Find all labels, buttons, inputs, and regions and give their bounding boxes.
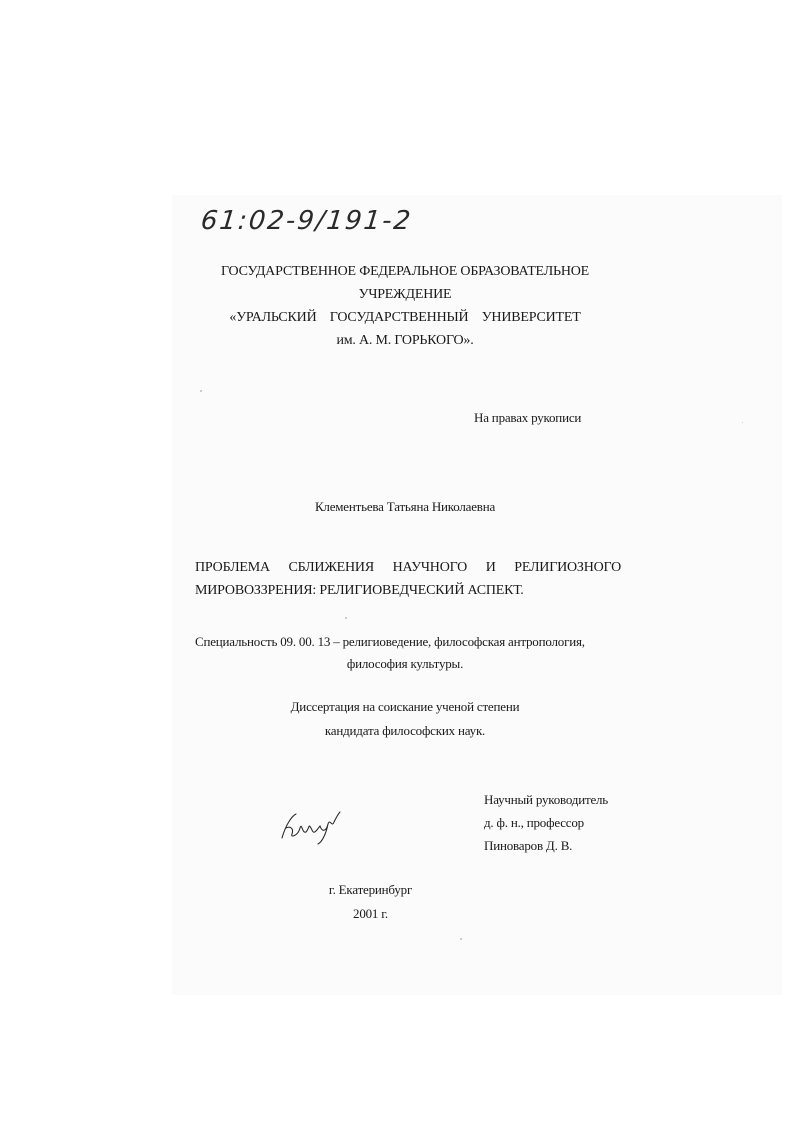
year: 2001 г. [353,906,388,921]
institution-line-1: ГОСУДАРСТВЕННОЕ ФЕДЕРАЛЬНОЕ ОБРАЗОВАТЕЛЬНОЕ [220,264,590,279]
specialty-line-1: Специальность 09. 00. 13 – религиоведение, философская антропология, [195,634,585,649]
author-name: Клементьева Татьяна Николаевна [314,499,496,514]
author-signature [276,806,346,846]
scan-speck [742,422,743,423]
supervisor-name: Пиноваров Д. В. [484,838,573,853]
scan-speck [345,617,347,619]
scan-speck [460,938,462,940]
supervisor-label: Научный руководитель [484,792,609,807]
degree-statement-line-1: Диссертация на соискание ученой степени [290,699,520,714]
institution-line-3: «УРАЛЬСКИЙ ГОСУДАРСТВЕННЫЙ УНИВЕРСИТЕТ [229,310,581,325]
dissertation-title-line-2: МИРОВОЗЗРЕНИЯ: РЕЛИГИОВЕДЧЕСКИЙ АСПЕКТ. [195,583,524,598]
dissertation-title-line-1: ПРОБЛЕМА СБЛИЖЕНИЯ НАУЧНОГО И РЕЛИГИОЗНОГО [195,560,621,575]
institution-line-4: им. А. М. ГОРЬКОГО». [336,333,474,348]
archive-code-handwritten: 61:02-9/191-2 [199,206,414,236]
manuscript-rights-note: На правах рукописи [474,410,582,425]
city: г. Екатеринбург [328,882,413,897]
degree-statement-line-2: кандидата философских наук. [324,723,486,738]
institution-line-2: УЧРЕЖДЕНИЕ [358,287,452,302]
supervisor-degree: д. ф. н., профессор [484,815,584,830]
specialty-line-2: философия культуры. [346,656,464,671]
scan-speck [200,390,202,392]
